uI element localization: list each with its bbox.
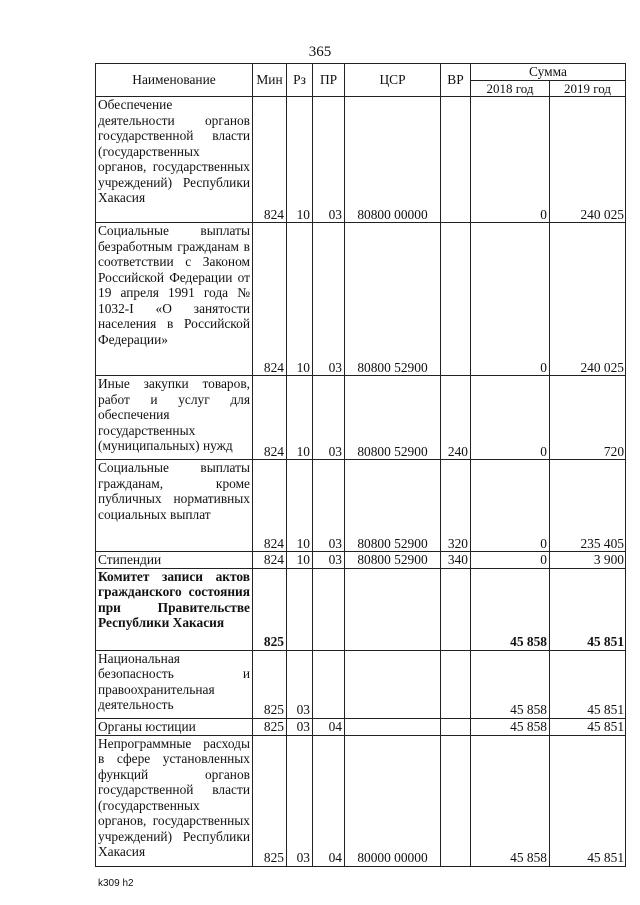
row-amount-2018: 0 [471,223,550,376]
row-rz: 10 [287,223,313,376]
row-amount-2019: 720 [550,376,626,460]
row-amount-2018: 45 858 [471,568,550,650]
table-row [96,460,626,552]
row-amount-2018: 0 [471,97,550,223]
row-amount-2019: 240 025 [550,223,626,376]
row-csr [345,718,441,735]
table-row [96,223,626,376]
row-rz: 10 [287,97,313,223]
row-name: Непрограммные расходы в сфере установленных функций органов государственной власти (государственных органов, государственных учреждений) Республики Хакасия [96,735,253,866]
row-amount-2018: 0 [471,552,550,569]
row-pr [313,568,345,650]
header-name: Наименование [96,64,253,97]
row-min: 825 [253,718,287,735]
row-name: Комитет записи актов гражданского состояния при Правительстве Республики Хакасия [96,568,253,650]
row-amount-2018: 45 858 [471,650,550,718]
row-name: Социальные выплаты гражданам, кроме публичных нормативных социальных выплат [96,460,253,552]
row-vr: 320 [441,460,471,552]
row-pr: 03 [313,552,345,569]
table-row [96,552,626,569]
row-vr [441,735,471,866]
header-pr: ПР [313,64,345,97]
table-row [96,650,626,718]
row-pr: 04 [313,718,345,735]
header-vr: ВР [441,64,471,97]
row-vr [441,718,471,735]
page-number: 365 [308,44,332,60]
table-row [96,718,626,735]
row-min: 824 [253,376,287,460]
row-csr: 80800 52900 [345,223,441,376]
row-vr [441,223,471,376]
row-min: 824 [253,460,287,552]
row-vr [441,650,471,718]
row-min: 825 [253,568,287,650]
row-amount-2019: 3 900 [550,552,626,569]
row-amount-2019: 235 405 [550,460,626,552]
header-year-2019: 2019 год [550,80,626,97]
row-min: 824 [253,223,287,376]
row-vr: 240 [441,376,471,460]
row-pr: 03 [313,376,345,460]
header-rz: Рз [287,64,313,97]
row-name: Национальная безопасность и правоохранительная деятельность [96,650,253,718]
row-rz: 10 [287,552,313,569]
row-csr [345,568,441,650]
row-vr: 340 [441,552,471,569]
row-pr: 03 [313,223,345,376]
table-row [96,568,626,650]
row-rz: 03 [287,735,313,866]
row-csr: 80800 52900 [345,460,441,552]
row-vr [441,97,471,223]
row-csr: 80800 52900 [345,552,441,569]
row-amount-2018: 45 858 [471,718,550,735]
row-rz: 03 [287,718,313,735]
header-year-2018: 2018 год [471,80,550,97]
header-sum: Сумма [471,64,626,81]
row-name: Стипендии [96,552,253,569]
footer-code: k309 h2 [98,878,134,889]
row-name: Обеспечение деятельности органов государственной власти (государственных органов, государственных учреждений) Республики Хакасия [96,97,253,223]
header-csr: ЦСР [345,64,441,97]
row-min: 824 [253,97,287,223]
row-amount-2019: 45 851 [550,735,626,866]
row-name: Иные закупки товаров, работ и услуг для обеспечения государственных (муниципальных) нужд [96,376,253,460]
row-min: 824 [253,552,287,569]
row-rz: 10 [287,460,313,552]
row-amount-2018: 0 [471,460,550,552]
row-csr: 80000 00000 [345,735,441,866]
row-pr [313,650,345,718]
row-pr: 03 [313,460,345,552]
table-row [96,97,626,223]
row-amount-2018: 0 [471,376,550,460]
row-min: 825 [253,735,287,866]
table-header [96,64,626,97]
row-vr [441,568,471,650]
row-rz: 03 [287,650,313,718]
row-csr: 80800 52900 [345,376,441,460]
budget-table [95,63,626,867]
row-min: 825 [253,650,287,718]
table-body [96,97,626,867]
row-amount-2018: 45 858 [471,735,550,866]
table-row [96,735,626,866]
row-csr [345,650,441,718]
row-amount-2019: 45 851 [550,650,626,718]
header-min: Мин [253,64,287,97]
row-rz [287,568,313,650]
row-name: Органы юстиции [96,718,253,735]
row-amount-2019: 45 851 [550,568,626,650]
row-pr: 04 [313,735,345,866]
row-pr: 03 [313,97,345,223]
row-rz: 10 [287,376,313,460]
row-amount-2019: 240 025 [550,97,626,223]
table-row [96,376,626,460]
row-csr: 80800 00000 [345,97,441,223]
row-amount-2019: 45 851 [550,718,626,735]
row-name: Социальные выплаты безработным гражданам в соответствии с Законом Российской Федерации от 19 апреля 1991 года № 1032-I «О занятости населения в Российской Федерации» [96,223,253,376]
